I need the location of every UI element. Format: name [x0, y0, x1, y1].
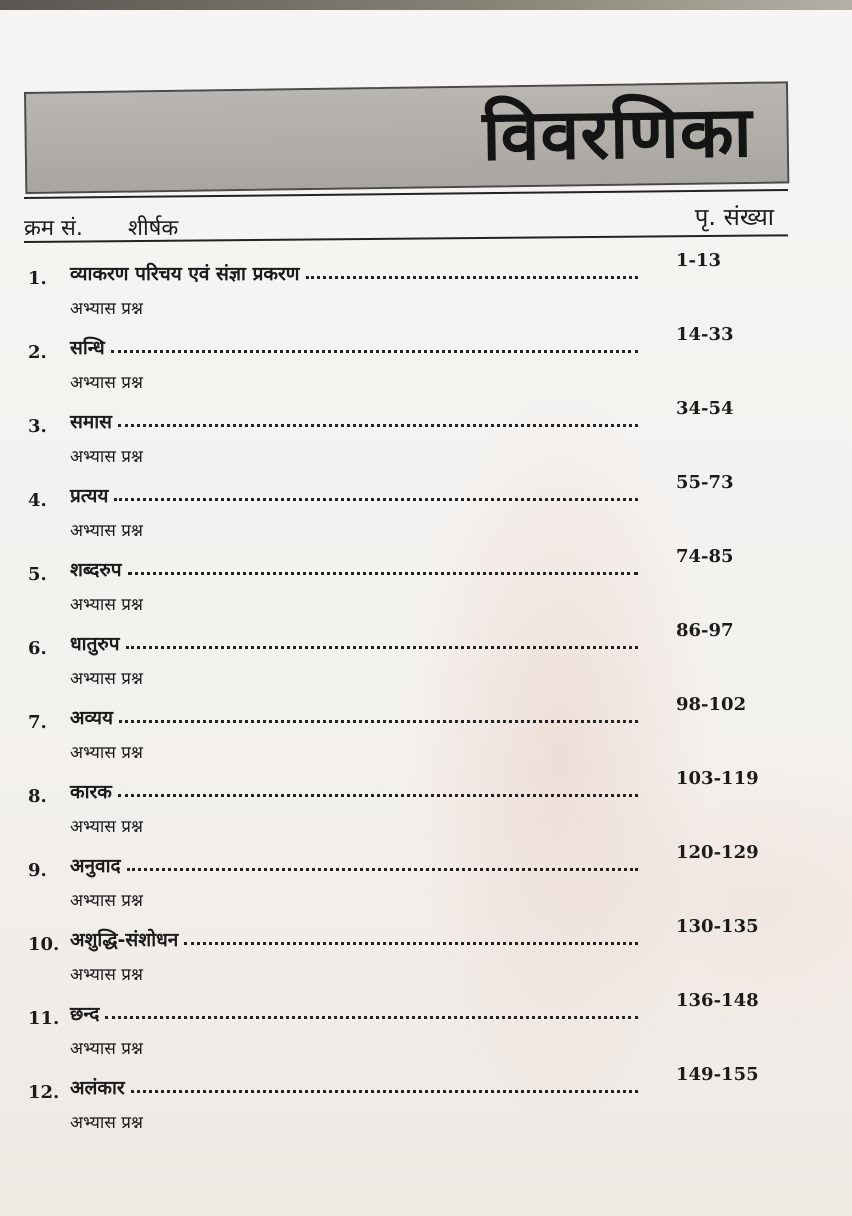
toc-entry — [24, 990, 788, 1070]
entry-title: व्याकरण परिचय एवं संज्ञा प्रकरण — [70, 263, 300, 285]
toc-entry — [24, 1064, 788, 1144]
dot-leader — [105, 1016, 638, 1019]
entry-subtitle: अभ्यास प्रश्न — [70, 891, 143, 911]
entry-page-range: 120-129 — [676, 842, 759, 863]
toc-entry — [24, 916, 788, 996]
entry-subtitle: अभ्यास प्रश्न — [70, 595, 143, 615]
entry-page-range: 55-73 — [676, 472, 734, 493]
dot-leader — [127, 868, 638, 871]
dot-leader — [118, 424, 638, 427]
page-title: विवरणिका — [481, 90, 754, 177]
entry-title: कारक — [70, 781, 112, 803]
toc-entry — [24, 620, 788, 700]
entry-page-range: 98-102 — [676, 694, 747, 715]
entry-page-range: 103-119 — [676, 768, 759, 789]
entry-title: शब्दरुप — [70, 559, 122, 581]
entry-title: अशुद्धि-संशोधन — [70, 929, 179, 951]
entry-subtitle: अभ्यास प्रश्न — [70, 521, 143, 541]
toc-header — [24, 200, 788, 240]
entry-subtitle: अभ्यास प्रश्न — [70, 299, 143, 319]
entry-subtitle: अभ्यास प्रश्न — [70, 447, 143, 467]
heading-column-header: शीर्षक — [128, 216, 179, 241]
entry-page-range: 149-155 — [676, 1064, 759, 1085]
entry-title: छन्द — [70, 1003, 100, 1025]
entry-subtitle: अभ्यास प्रश्न — [70, 743, 143, 763]
toc-entry — [24, 694, 788, 774]
entry-number: 11. — [28, 1008, 60, 1029]
entry-page-range: 1-13 — [676, 250, 722, 271]
toc-entry — [24, 324, 788, 404]
dot-leader — [111, 350, 638, 353]
dot-leader — [184, 942, 638, 945]
entry-number: 12. — [28, 1082, 60, 1103]
entry-number: 3. — [28, 416, 47, 437]
entry-title: धातुरुप — [70, 633, 120, 655]
entry-number: 4. — [28, 490, 47, 511]
toc-entry — [24, 250, 788, 330]
entry-subtitle: अभ्यास प्रश्न — [70, 669, 143, 689]
entry-subtitle: अभ्यास प्रश्न — [70, 373, 143, 393]
toc-entry — [24, 842, 788, 922]
entry-title: समास — [70, 411, 112, 433]
entry-subtitle: अभ्यास प्रश्न — [70, 965, 143, 985]
entry-page-range: 130-135 — [676, 916, 759, 937]
entry-page-range: 34-54 — [676, 398, 734, 419]
dot-leader — [306, 276, 638, 279]
dot-leader — [114, 498, 638, 501]
title-banner — [24, 81, 789, 194]
entry-page-range: 136-148 — [676, 990, 759, 1011]
entry-subtitle: अभ्यास प्रश्न — [70, 1039, 143, 1059]
page-top-edge — [0, 0, 852, 10]
entry-number: 2. — [28, 342, 47, 363]
dot-leader — [131, 1090, 638, 1093]
entry-number: 6. — [28, 638, 47, 659]
entry-number: 7. — [28, 712, 47, 733]
dot-leader — [128, 572, 638, 575]
entry-subtitle: अभ्यास प्रश्न — [70, 817, 143, 837]
entry-title: अलंकार — [70, 1077, 125, 1099]
entry-title: अनुवाद — [70, 855, 121, 877]
toc-entry — [24, 472, 788, 552]
entry-number: 5. — [28, 564, 47, 585]
dot-leader — [118, 794, 638, 797]
entry-page-range: 74-85 — [676, 546, 734, 567]
toc-entry — [24, 398, 788, 478]
toc-entry — [24, 546, 788, 626]
entry-page-range: 14-33 — [676, 324, 734, 345]
dot-leader — [119, 720, 638, 723]
entry-number: 9. — [28, 860, 47, 881]
entry-page-range: 86-97 — [676, 620, 734, 641]
entry-title: प्रत्यय — [70, 485, 109, 507]
page-column-header: पृ. संख्या — [694, 203, 774, 231]
serial-column-header: क्रम सं. — [24, 216, 83, 241]
toc-entry — [24, 768, 788, 848]
entry-number: 10. — [28, 934, 60, 955]
entry-title: सन्धि — [70, 337, 105, 359]
entry-number: 1. — [28, 268, 47, 289]
dot-leader — [126, 646, 638, 649]
entry-title: अव्यय — [70, 707, 114, 729]
entry-subtitle: अभ्यास प्रश्न — [70, 1113, 143, 1133]
entry-number: 8. — [28, 786, 47, 807]
